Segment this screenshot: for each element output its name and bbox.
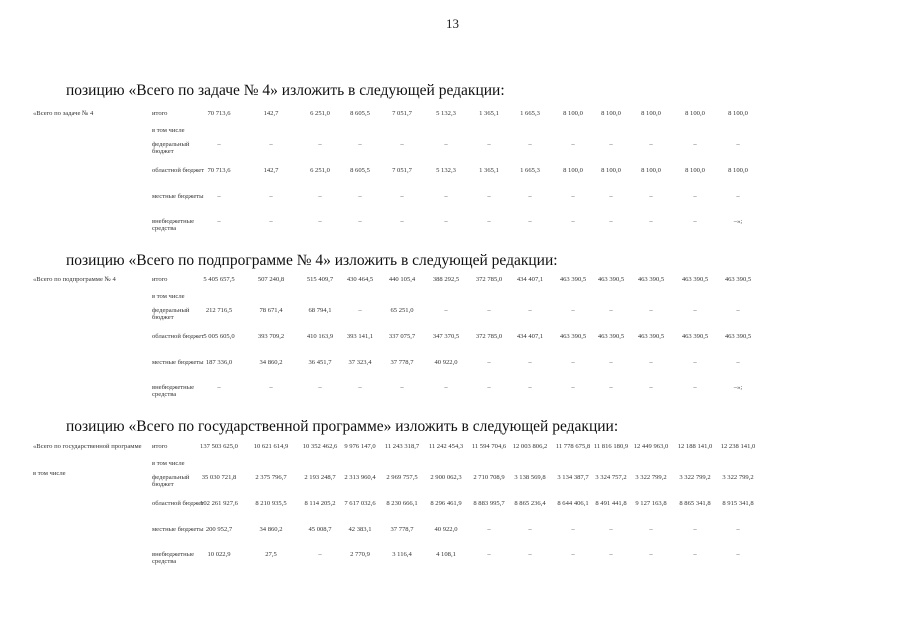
- table-cell: –: [693, 384, 697, 391]
- table-cell: 37 323,4: [348, 359, 372, 366]
- table-cell: 5 005 605,0: [203, 333, 235, 340]
- table-cell: –: [609, 141, 613, 148]
- table-cell: 463 390,5: [637, 276, 665, 283]
- row-label: внебюджетные средства: [152, 218, 195, 233]
- table-cell: –: [736, 307, 740, 314]
- table-cell: –: [609, 526, 613, 533]
- table-cell: –: [269, 384, 273, 391]
- table-cell: 3 116,4: [392, 551, 412, 558]
- table-cell: –: [318, 193, 322, 200]
- table-cell: 8 100,0: [685, 110, 705, 117]
- table-cell: 430 464,5: [346, 276, 374, 283]
- table-cell: 1 365,1: [479, 110, 499, 117]
- table-cell: 11 816 180,9: [593, 443, 629, 450]
- table-cell: 12 449 963,0: [633, 443, 669, 450]
- table-cell: –: [487, 141, 491, 148]
- table-cell: 3 322 799,2: [722, 474, 754, 481]
- table-cell: 2 313 960,4: [344, 474, 376, 481]
- table-cell: 5 132,3: [436, 167, 456, 174]
- table-cell: –: [736, 193, 740, 200]
- table-cell: 137 503 625,0: [200, 443, 238, 450]
- table-cell: 8 644 406,1: [557, 500, 589, 507]
- table-cell: 434 407,1: [516, 276, 544, 283]
- table-cell: –: [487, 307, 491, 314]
- table-cell: –: [571, 384, 575, 391]
- table-cell: –: [649, 193, 653, 200]
- table-cell: –: [649, 141, 653, 148]
- table-cell: –: [217, 384, 221, 391]
- table-cell: 27,5: [265, 551, 277, 558]
- table-cell: 8 865 341,8: [679, 500, 711, 507]
- table-cell: 42 383,1: [348, 526, 372, 533]
- table-cell: –: [571, 359, 575, 366]
- row-label: в том числе: [152, 460, 185, 467]
- row-label: федеральный бюджет: [152, 307, 190, 322]
- table-cell: –: [318, 384, 322, 391]
- row-label: итого: [152, 276, 168, 283]
- table-cell: –: [736, 526, 740, 533]
- table-cell: –: [571, 218, 575, 225]
- table-cell: –: [400, 141, 404, 148]
- table-cell: 8 100,0: [601, 110, 621, 117]
- table-cell: 7 617 032,6: [344, 500, 376, 507]
- table-cell: 36 451,7: [308, 359, 332, 366]
- table-cell: 8 100,0: [601, 167, 621, 174]
- table-cell: 8 230 666,1: [386, 500, 418, 507]
- table-cell: –: [609, 359, 613, 366]
- row-label: в том числе: [152, 127, 185, 134]
- table-cell: 410 163,9: [306, 333, 334, 340]
- block-label: «Всего по государственной программе: [33, 443, 142, 450]
- table-cell: 8 114 205,2: [304, 500, 336, 507]
- table-cell: –: [571, 551, 575, 558]
- block-label: «Всего по задаче № 4: [33, 110, 94, 117]
- table-cell: 434 407,1: [516, 333, 544, 340]
- table-cell: 12 238 141,0: [720, 443, 756, 450]
- table-cell: –: [693, 141, 697, 148]
- table-cell: 34 860,2: [259, 359, 283, 366]
- table-cell: 40 922,0: [434, 359, 458, 366]
- table-cell: –: [487, 359, 491, 366]
- table-cell: –: [487, 384, 491, 391]
- section-heading: позицию «Всего по подпрограмме № 4» изложить в следующей редакции:: [66, 252, 558, 269]
- table-cell: –: [609, 218, 613, 225]
- table-cell: 78 671,4: [259, 307, 283, 314]
- table-cell: 7 051,7: [392, 167, 412, 174]
- table-cell: 6 251,0: [310, 167, 330, 174]
- table-cell: 463 390,5: [597, 276, 625, 283]
- table-cell: –: [269, 193, 273, 200]
- table-cell: 11 242 454,3: [428, 443, 464, 450]
- table-cell: 3 322 799,2: [679, 474, 711, 481]
- table-cell: –: [528, 551, 532, 558]
- table-cell: 11 594 704,6: [471, 443, 507, 450]
- table-cell: –: [693, 551, 697, 558]
- table-cell: –: [528, 384, 532, 391]
- table-cell: –: [400, 193, 404, 200]
- table-cell: –: [528, 193, 532, 200]
- table-cell: 4 108,1: [436, 551, 456, 558]
- table-cell: 8 865 236,4: [514, 500, 546, 507]
- table-cell: 2 900 062,3: [430, 474, 462, 481]
- table-cell: –: [528, 218, 532, 225]
- table-cell: –: [269, 141, 273, 148]
- table-cell: –: [528, 141, 532, 148]
- table-cell: 8 491 441,8: [595, 500, 627, 507]
- table-cell: –: [693, 193, 697, 200]
- table-cell: –: [487, 551, 491, 558]
- table-cell: –: [217, 218, 221, 225]
- table-cell: 463 390,5: [559, 276, 587, 283]
- table-cell: –: [736, 551, 740, 558]
- table-cell: –: [528, 526, 532, 533]
- table-cell: 3 324 757,2: [595, 474, 627, 481]
- table-cell: –»;: [733, 384, 743, 391]
- table-cell: 8 915 341,8: [722, 500, 754, 507]
- block-sublabel: в том числе: [33, 470, 66, 477]
- table-cell: 212 716,5: [205, 307, 233, 314]
- block-label: «Всего по подпрограмме № 4: [33, 276, 116, 283]
- table-cell: –: [400, 384, 404, 391]
- row-label: областной бюджет: [152, 167, 205, 174]
- table-cell: 37 778,7: [390, 359, 414, 366]
- table-cell: –: [217, 193, 221, 200]
- table-cell: –: [444, 218, 448, 225]
- table-cell: 1 665,3: [520, 110, 540, 117]
- table-cell: –: [217, 141, 221, 148]
- table-cell: 463 390,5: [724, 333, 752, 340]
- table-cell: 7 051,7: [392, 110, 412, 117]
- table-cell: 142,7: [263, 110, 279, 117]
- table-cell: –: [571, 193, 575, 200]
- table-cell: 8 100,0: [728, 110, 748, 117]
- table-cell: –: [318, 141, 322, 148]
- table-cell: –: [487, 526, 491, 533]
- table-cell: –: [444, 384, 448, 391]
- table-cell: –: [736, 359, 740, 366]
- table-cell: 8 883 995,7: [473, 500, 505, 507]
- row-label: итого: [152, 110, 168, 117]
- table-cell: –: [269, 218, 273, 225]
- table-cell: 37 778,7: [390, 526, 414, 533]
- table-cell: 393 141,1: [346, 333, 374, 340]
- table-cell: 372 785,0: [475, 276, 503, 283]
- table-cell: 3 138 569,8: [514, 474, 546, 481]
- table-cell: –: [487, 193, 491, 200]
- table-cell: –»;: [733, 218, 743, 225]
- table-cell: –: [649, 551, 653, 558]
- table-cell: –: [358, 141, 362, 148]
- table-cell: 35 030 721,8: [201, 474, 237, 481]
- table-cell: –: [609, 551, 613, 558]
- table-cell: –: [609, 193, 613, 200]
- table-cell: 8 210 935,5: [255, 500, 287, 507]
- table-cell: 463 390,5: [559, 333, 587, 340]
- table-cell: –: [736, 141, 740, 148]
- table-cell: 10 352 462,6: [302, 443, 338, 450]
- table-cell: 200 952,7: [205, 526, 233, 533]
- row-label: областной бюджет: [152, 500, 205, 507]
- table-cell: 11 778 675,8: [555, 443, 591, 450]
- page-number: 13: [446, 16, 459, 31]
- table-cell: –: [487, 218, 491, 225]
- section-heading: позицию «Всего по задаче № 4» изложить в следующей редакции:: [66, 82, 505, 99]
- table-cell: –: [693, 307, 697, 314]
- table-cell: –: [571, 526, 575, 533]
- table-cell: 8 100,0: [641, 110, 661, 117]
- table-cell: 8 296 461,9: [430, 500, 462, 507]
- row-label: внебюджетные средства: [152, 384, 195, 399]
- table-cell: 337 075,7: [388, 333, 416, 340]
- table-cell: 3 134 387,7: [557, 474, 589, 481]
- table-cell: –: [318, 218, 322, 225]
- table-cell: 142,7: [263, 167, 279, 174]
- table-cell: 8 100,0: [685, 167, 705, 174]
- row-label: местные бюджеты: [152, 526, 204, 533]
- table-cell: –: [649, 307, 653, 314]
- table-cell: 34 860,2: [259, 526, 283, 533]
- table-cell: 2 193 248,7: [304, 474, 336, 481]
- table-cell: –: [358, 218, 362, 225]
- table-cell: 5 132,3: [436, 110, 456, 117]
- table-cell: 463 390,5: [681, 276, 709, 283]
- table-cell: 3 322 799,2: [635, 474, 667, 481]
- table-cell: 8 100,0: [563, 110, 583, 117]
- table-cell: 11 243 318,7: [384, 443, 420, 450]
- table-cell: –: [693, 526, 697, 533]
- row-label: федеральный бюджет: [152, 474, 190, 489]
- table-cell: 5 405 657,5: [203, 276, 235, 283]
- row-label: итого: [152, 443, 168, 450]
- row-label: внебюджетные средства: [152, 551, 195, 566]
- table-cell: 12 188 141,0: [677, 443, 713, 450]
- table-cell: 68 794,1: [308, 307, 332, 314]
- row-label: федеральный бюджет: [152, 141, 190, 156]
- table-cell: 70 713,6: [207, 110, 231, 117]
- table-cell: 515 409,7: [306, 276, 334, 283]
- table-cell: 8 100,0: [563, 167, 583, 174]
- table-cell: –: [358, 307, 362, 314]
- table-cell: 6 251,0: [310, 110, 330, 117]
- table-cell: 388 292,5: [432, 276, 460, 283]
- table-cell: 463 390,5: [724, 276, 752, 283]
- table-cell: –: [358, 193, 362, 200]
- table-cell: 10 621 614,9: [253, 443, 289, 450]
- table-cell: 10 022,9: [207, 551, 231, 558]
- table-cell: –: [400, 218, 404, 225]
- table-cell: 463 390,5: [597, 333, 625, 340]
- table-cell: –: [444, 307, 448, 314]
- table-cell: 70 713,6: [207, 167, 231, 174]
- table-cell: 1 365,1: [479, 167, 499, 174]
- row-label: областной бюджет: [152, 333, 205, 340]
- table-cell: 2 710 708,9: [473, 474, 505, 481]
- table-cell: 372 785,0: [475, 333, 503, 340]
- table-cell: 45 008,7: [308, 526, 332, 533]
- table-cell: –: [571, 307, 575, 314]
- row-label: местные бюджеты: [152, 193, 204, 200]
- table-cell: 8 100,0: [641, 167, 661, 174]
- table-cell: 440 105,4: [388, 276, 416, 283]
- table-cell: 8 605,5: [350, 110, 370, 117]
- table-cell: 40 922,0: [434, 526, 458, 533]
- row-label: местные бюджеты: [152, 359, 204, 366]
- table-cell: –: [318, 551, 322, 558]
- table-cell: 2 770,9: [350, 551, 370, 558]
- table-cell: –: [649, 526, 653, 533]
- table-cell: 2 375 796,7: [255, 474, 287, 481]
- table-cell: –: [358, 384, 362, 391]
- table-cell: 8 605,5: [350, 167, 370, 174]
- table-cell: 187 336,0: [205, 359, 233, 366]
- table-cell: –: [693, 359, 697, 366]
- table-cell: 12 003 806,2: [512, 443, 548, 450]
- table-cell: 463 390,5: [637, 333, 665, 340]
- table-cell: –: [693, 218, 697, 225]
- table-cell: –: [528, 307, 532, 314]
- table-cell: –: [649, 384, 653, 391]
- table-cell: 65 251,0: [390, 307, 414, 314]
- table-cell: –: [571, 141, 575, 148]
- table-cell: 102 261 927,6: [200, 500, 238, 507]
- table-cell: –: [528, 359, 532, 366]
- table-cell: –: [649, 218, 653, 225]
- table-cell: 2 969 757,5: [386, 474, 418, 481]
- table-cell: 463 390,5: [681, 333, 709, 340]
- table-cell: 1 665,3: [520, 167, 540, 174]
- table-cell: –: [609, 384, 613, 391]
- table-cell: 507 240,8: [257, 276, 285, 283]
- table-cell: 393 709,2: [257, 333, 285, 340]
- section-heading: позицию «Всего по государственной программе» изложить в следующей редакции:: [66, 418, 619, 435]
- table-cell: 9 976 147,0: [344, 443, 376, 450]
- table-cell: –: [609, 307, 613, 314]
- table-cell: –: [444, 141, 448, 148]
- table-cell: 9 127 163,8: [635, 500, 667, 507]
- table-cell: –: [444, 193, 448, 200]
- table-cell: 8 100,0: [728, 167, 748, 174]
- table-cell: –: [649, 359, 653, 366]
- table-cell: 347 370,5: [432, 333, 460, 340]
- row-label: в том числе: [152, 293, 185, 300]
